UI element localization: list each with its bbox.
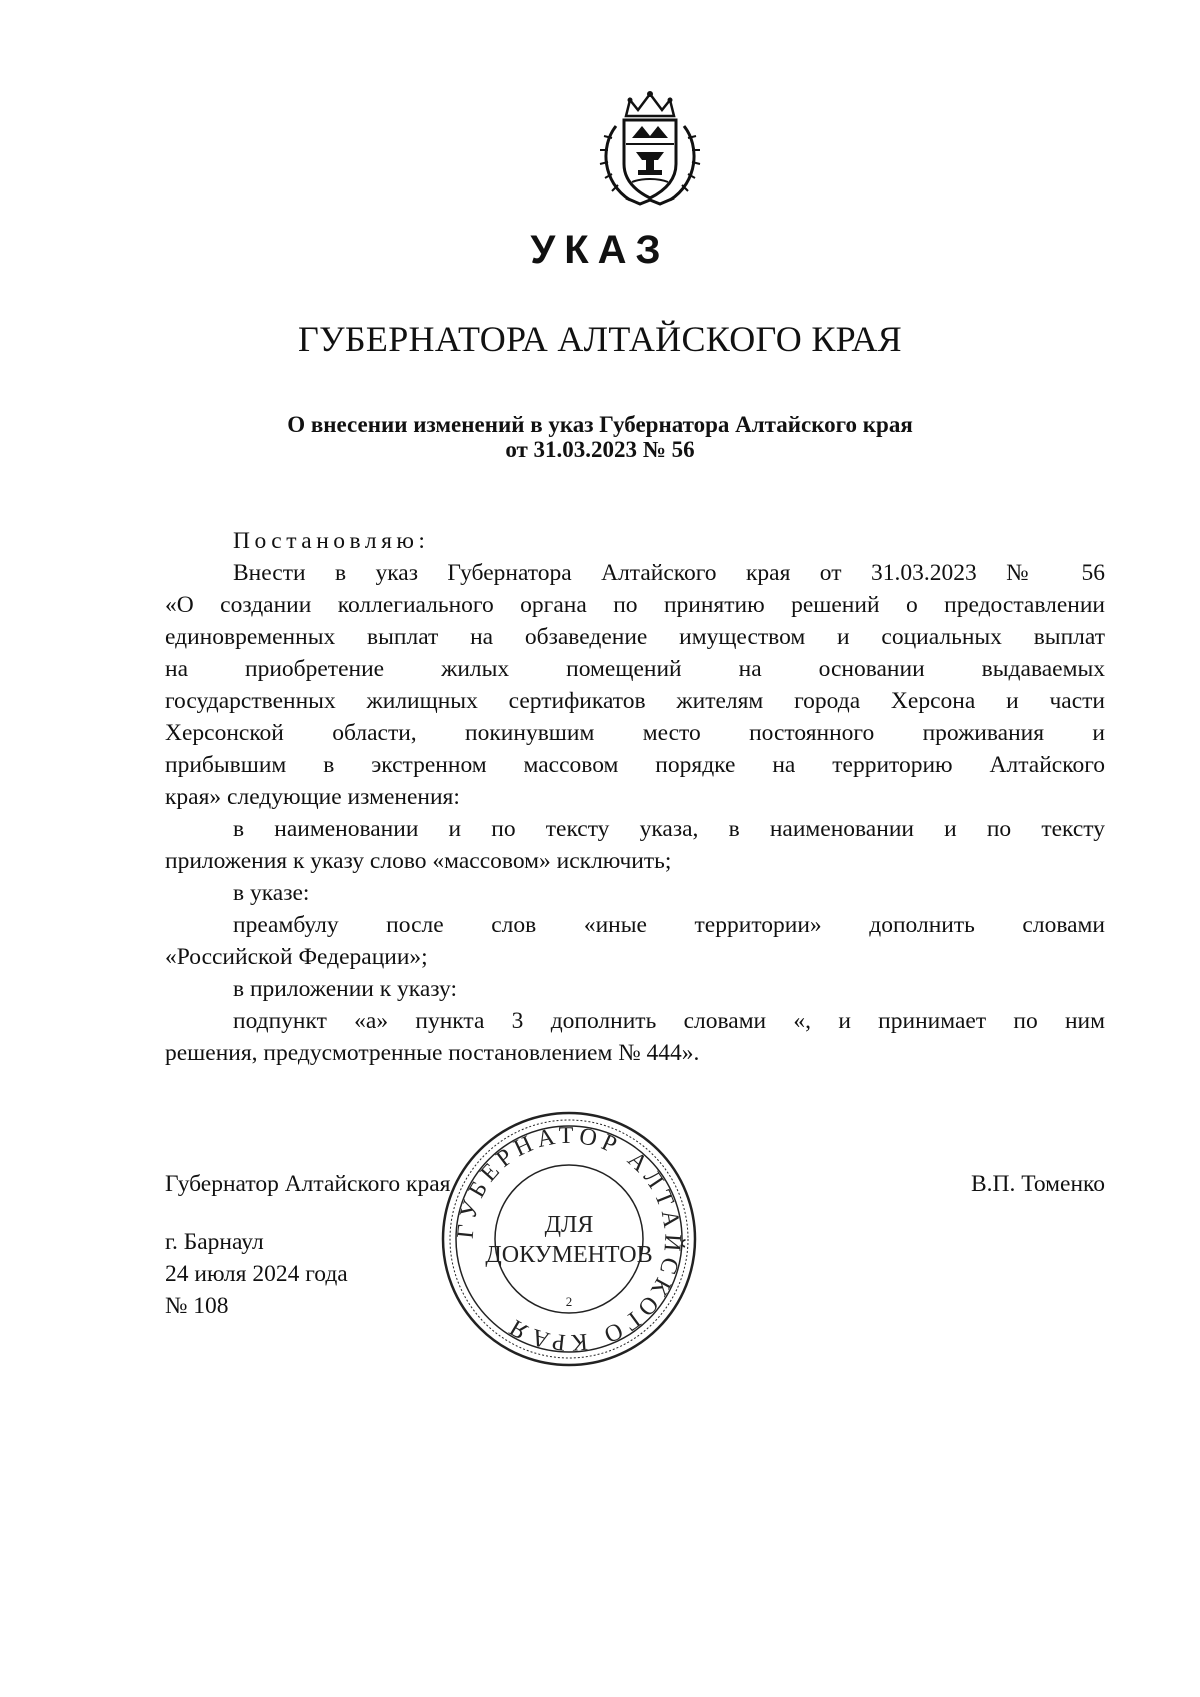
text-line: прибывшим в экстренном массовом порядке на территорию Алтайского [165,752,1105,778]
paragraph-in-appendix: в приложении к указу: [233,976,458,1002]
paragraph-title-change [165,813,1105,877]
text-line: единовременных выплат на обзаведение имуществом и социальных выплат [165,624,1105,650]
coat-of-arms-icon [586,86,714,214]
subject-line: от 31.03.2023 № 56 [505,437,695,462]
text-line: преамбулу после слов «иные территории» дополнить словами [233,912,1105,938]
signatory-position: Губернатор Алтайского края [165,1171,451,1197]
text-line: в наименовании и по тексту указа, в наименовании и по тексту [233,816,1105,842]
text-line: подпункт «а» пункта 3 дополнить словами «, и принимает по ним [233,1008,1105,1034]
text-line: государственных жилищных сертификатов жителям города Херсона и части [165,688,1105,714]
text-line: на приобретение жилых помещений на основании выдаваемых [165,656,1105,682]
place-date-number [165,1226,348,1322]
decree-number: № 108 [165,1293,229,1319]
text-line: решения, предусмотренные постановлением № 444». [165,1040,700,1066]
decree-date: 24 июля 2024 года [165,1261,348,1287]
paragraph-preamble-change [165,909,1105,973]
decree-subject [0,412,1200,462]
issuer-heading: ГУБЕРНАТОРА АЛТАЙСКОГО КРАЯ [298,319,902,359]
text-line: Херсонской области, покинувшим место постоянного проживания и [165,720,1105,746]
paragraph-in-decree: в указе: [233,880,310,906]
text-line: Внести в указ Губернатора Алтайского края от 31.03.2023 № 56 [233,560,1105,586]
text-line: «О создании коллегиального органа по принятию решений о предоставлении [165,592,1105,618]
seal-center-line: ДЛЯ [544,1212,594,1238]
paragraph-main-change [165,557,1105,813]
decree-body [165,525,1105,1069]
official-seal-stamp [438,1108,700,1370]
paragraph-subclause-change [165,1005,1105,1069]
seal-center-line: ДОКУМЕНТОВ [485,1242,653,1268]
seal-ring-text: ГУБЕРНАТОР АЛТАЙСКОГО КРАЯ [452,1122,686,1356]
text-line: «Российской Федерации»; [165,944,428,970]
resolution-lead: Постановляю: [233,528,430,554]
text-line: приложения к указу слово «массовом» исключить; [165,848,672,874]
seal-number: 2 [565,1294,573,1309]
text-line: края» следующие изменения: [165,784,460,810]
subject-line: О внесении изменений в указ Губернатора Алтайского края [287,412,913,437]
signatory-name: В.П. Томенко [970,1171,1105,1197]
decree-title: УКАЗ [530,228,670,272]
city: г. Барнаул [165,1229,264,1255]
